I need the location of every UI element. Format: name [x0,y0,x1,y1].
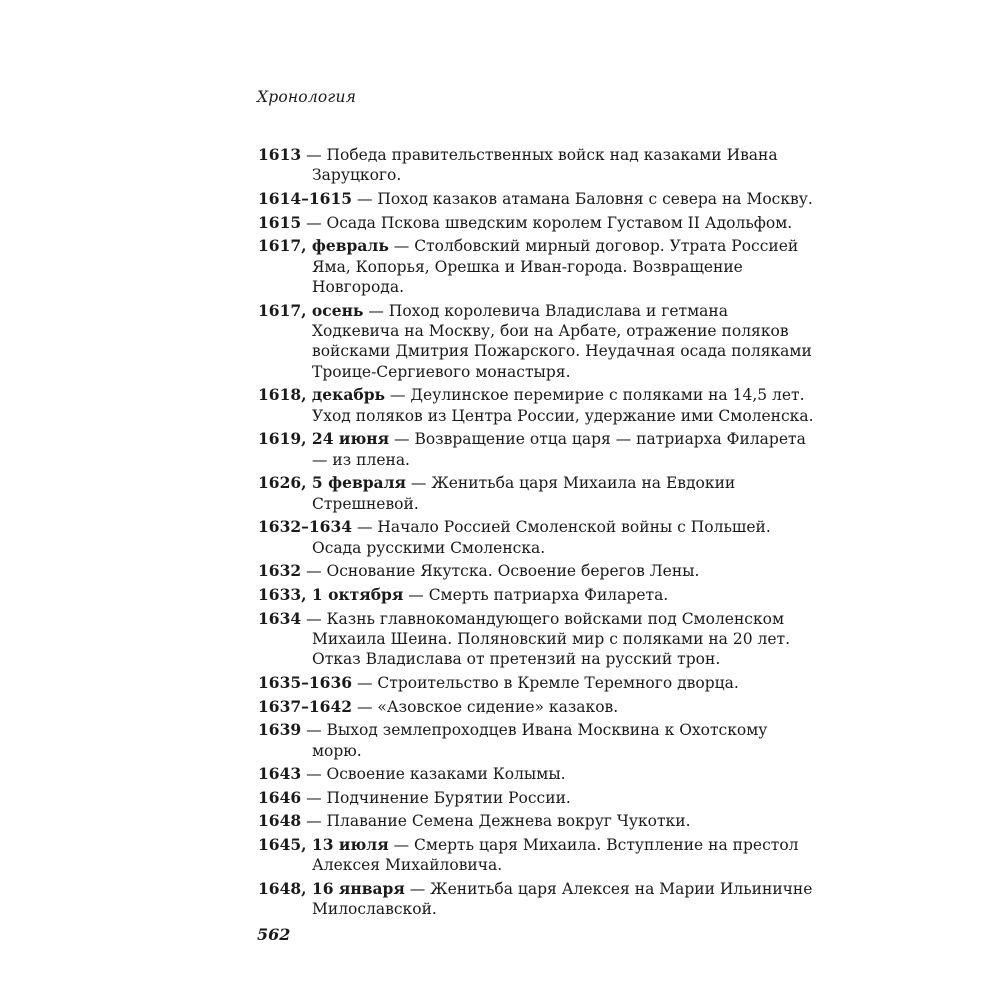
entry-text: Поход королевича Владислава и гетмана Ходкевича на Москву, бои на Арбате, отражение поляков войсками Дмитрия Пожарского. Неудачная осада поляками Троице-Сергиевого монастыря. [312,301,812,381]
entry-text: Женитьба царя Михаила на Евдокии Стрешневой. [312,474,736,513]
entry-text: Выход землепроходцев Ивана Москвина к Охотскому морю. [312,721,768,760]
entry-dash: — [389,430,415,449]
chronology-entry [258,879,818,920]
entry-date: 1635–1636 [258,673,353,692]
chronology-entry [258,213,818,233]
entry-text: Подчинение Бурятии России. [326,788,571,807]
entry-date: 1646 [258,787,302,807]
entry-date: 1617, февраль [258,236,389,256]
entry-text: Возвращение отца царя — патриарха Филарета — из плена. [312,430,806,469]
chronology-entry [258,236,818,297]
chronology-entry [258,473,818,514]
chronology-entry [258,811,818,831]
entry-text: Деулинское перемирие с поляками на 14,5 лет. Уход поляков из Центра России, удержание ими Смоленска. [312,386,814,425]
entry-text: Осада Пскова шведским королем Густавом II Адольфом. [326,213,793,232]
chronology-entry [258,673,818,693]
entry-dash: — [301,609,327,628]
entry-dash: — [352,697,378,716]
entry-dash: — [301,721,327,740]
entry-date: 1639 [258,720,302,740]
chronology-entry [258,585,818,605]
entry-dash: — [388,237,415,256]
entry-date: 1637–1642 [258,696,353,716]
entry-dash: — [352,674,378,692]
entry-date: 1633, 1 октября [258,585,404,604]
entry-text: Смерть патриарха Филарета. [428,586,669,604]
entry-text: Поход казаков атамана Баловня с севера на Москву. [377,190,813,208]
entry-date: 1645, 13 июля [258,834,389,854]
entry-text: Казнь главнокомандующего войсками под Смоленском Михаила Шеина. Поляновский мир с поляками на 20 лет. Отказ Владислава от претензий на русский трон. [312,609,791,669]
entry-dash: — [352,518,378,537]
entry-dash: — [301,562,327,581]
chronology-entry [258,609,818,670]
entry-dash: — [403,586,429,604]
entry-dash: — [301,788,327,807]
entry-date: 1632–1634 [258,517,353,537]
entry-date: 1626, 5 февраля [258,473,406,493]
chronology-entry [258,429,818,470]
chronology-entry [258,835,818,876]
entry-date: 1613 [258,145,302,164]
entry-date: 1632 [258,561,302,581]
entry-date: 1643 [258,764,302,784]
entry-date: 1648 [258,811,302,831]
entry-text: Плавание Семена Дежнева вокруг Чукотки. [326,812,691,831]
entry-dash: — [363,301,389,320]
entry-date: 1648, 16 января [258,878,405,898]
chronology-entry [258,385,818,426]
entry-text: Строительство в Кремле Теремного дворца. [377,674,739,692]
running-head: Хронология [257,88,357,106]
entry-dash: — [301,812,327,831]
chronology-entry [258,301,818,383]
entry-dash: — [404,879,431,898]
entry-dash: — [352,190,378,208]
page-number: 562 [257,925,291,944]
entry-date: 1618, декабрь [258,385,386,405]
chronology-entry [258,561,818,581]
chronology-entry [258,145,818,186]
entry-dash: — [301,146,327,164]
entry-text: Начало Россией Смоленской войны с Польшей. Осада русскими Смоленска. [312,518,771,557]
chronology-entry [258,189,818,209]
entry-text: Столбовский мирный договор. Утрата Россией Яма, Копорья, Орешка и Иван-города. Возвращение Новгорода. [312,237,799,296]
chronology-list [258,145,818,923]
entry-text: Основание Якутска. Освоение берегов Лены. [326,562,700,581]
entry-text: Смерть царя Михаила. Вступление на престол Алексея Михайловича. [312,835,799,875]
entry-dash: — [301,213,327,232]
entry-date: 1615 [258,212,302,232]
entry-text: Победа правительственных войск над казаками Ивана Заруцкого. [312,146,778,185]
entry-date: 1617, осень [258,300,364,320]
entry-text: Освоение казаками Колымы. [326,765,566,784]
entry-date: 1634 [258,608,302,628]
chronology-entry [258,788,818,808]
entry-dash: — [388,835,415,854]
chronology-entry [258,697,818,717]
entry-text: Женитьба царя Алексея на Марии Ильиничне Милославской. [312,879,813,919]
entry-dash: — [405,474,432,493]
entry-dash: — [301,765,327,784]
entry-date: 1614–1615 [258,189,353,208]
entry-dash: — [385,386,411,405]
chronology-entry [258,720,818,761]
chronology-entry [258,764,818,784]
entry-date: 1619, 24 июня [258,429,390,449]
chronology-entry [258,517,818,558]
entry-text: «Азовское сидение» казаков. [377,697,619,716]
